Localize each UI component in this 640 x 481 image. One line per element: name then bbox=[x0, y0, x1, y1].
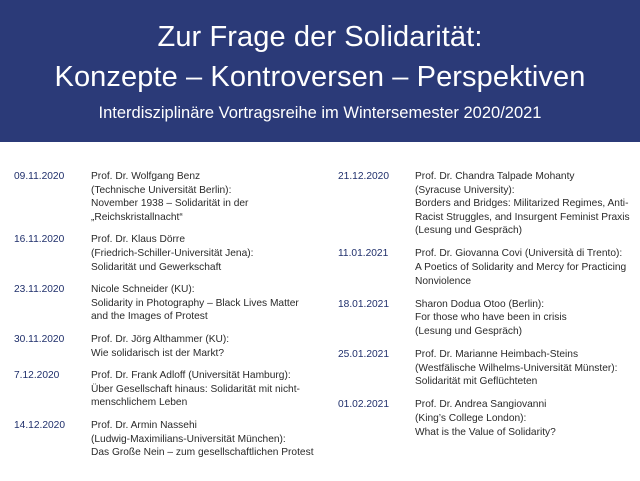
event-line: (Syracuse University): bbox=[415, 184, 515, 196]
event-line: and the Images of Protest bbox=[91, 311, 208, 323]
event-date: 21.12.2020 bbox=[338, 171, 389, 182]
event-line: Prof. Dr. Chandra Talpade Mohanty bbox=[415, 171, 575, 182]
event-line: menschlichem Leben bbox=[91, 397, 188, 409]
event-line: Über Gesellschaft hinaus: Solidarität mit nicht- bbox=[91, 383, 300, 395]
event-line: Solidarity in Photography – Black Lives Matter bbox=[91, 297, 299, 309]
event-line: Nicole Schneider (KU): bbox=[91, 284, 195, 296]
schedule-left-column bbox=[14, 170, 326, 469]
event-line: Prof. Dr. Marianne Heimbach-Steins bbox=[415, 349, 579, 361]
event-date: 01.02.2021 bbox=[338, 399, 389, 411]
event-entry bbox=[14, 333, 326, 360]
event-entry bbox=[14, 283, 326, 324]
event-date: 30.11.2020 bbox=[14, 333, 65, 345]
event-line: (King’s College London): bbox=[415, 412, 527, 424]
event-info bbox=[91, 283, 326, 324]
event-line: (Technische Universität Berlin): bbox=[91, 184, 232, 196]
event-entry bbox=[338, 170, 638, 238]
event-info bbox=[91, 170, 326, 224]
event-entry bbox=[338, 348, 638, 389]
event-date: 11.01.2021 bbox=[338, 248, 389, 260]
event-line: (Lesung und Gespräch) bbox=[415, 325, 523, 337]
title-line-2: Konzepte – Kontroversen – Perspektiven bbox=[54, 61, 586, 93]
event-info bbox=[91, 419, 326, 460]
event-entry bbox=[14, 170, 326, 224]
event-line: (Westfälische Wilhelms-Universität Münster): bbox=[415, 362, 618, 374]
event-entry bbox=[14, 369, 326, 410]
event-line: Racist Struggles, and Insurgent Feminist Praxis bbox=[415, 211, 630, 223]
event-info bbox=[415, 247, 638, 288]
event-date: 14.12.2020 bbox=[14, 419, 65, 431]
event-line: November 1938 – Solidarität in der bbox=[91, 198, 249, 210]
event-info bbox=[91, 369, 326, 410]
event-line: „Reichskristallnacht“ bbox=[91, 211, 183, 223]
event-date: 7.12.2020 bbox=[14, 370, 60, 382]
event-info bbox=[415, 398, 638, 439]
event-line: Prof. Dr. Frank Adloff (Universität Hamburg): bbox=[91, 370, 291, 382]
event-line: Nonviolence bbox=[415, 275, 472, 287]
event-date: 16.11.2020 bbox=[14, 234, 65, 246]
schedule-right-column bbox=[338, 170, 638, 449]
event-entry bbox=[14, 419, 326, 460]
event-line: Das Große Nein – zum gesellschaftlichen Protest bbox=[91, 447, 314, 459]
subtitle: Interdisziplinäre Vortragsreihe im Wintersemester 2020/2021 bbox=[98, 104, 542, 122]
event-entry bbox=[338, 298, 638, 339]
event-line: For those who have been in crisis bbox=[415, 312, 567, 324]
header-banner bbox=[0, 0, 640, 142]
event-info bbox=[415, 170, 638, 238]
event-line: Prof. Dr. Giovanna Covi (Università di Trento): bbox=[415, 248, 623, 260]
event-info bbox=[415, 348, 638, 389]
event-line: Solidarität und Gewerkschaft bbox=[91, 261, 222, 273]
event-date: 23.11.2020 bbox=[14, 284, 65, 296]
event-line: Sharon Dodua Otoo (Berlin): bbox=[415, 298, 545, 310]
event-line: Solidarität mit Geflüchteten bbox=[415, 376, 538, 388]
event-line: What is the Value of Solidarity? bbox=[415, 426, 556, 438]
event-info bbox=[91, 333, 326, 360]
event-info bbox=[91, 233, 326, 274]
event-line: Prof. Dr. Andrea Sangiovanni bbox=[415, 399, 547, 411]
event-entry bbox=[338, 247, 638, 288]
event-line: Prof. Dr. Armin Nassehi bbox=[91, 419, 197, 431]
event-date: 09.11.2020 bbox=[14, 171, 65, 182]
event-line: Prof. Dr. Klaus Dörre bbox=[91, 234, 185, 246]
event-info bbox=[415, 298, 638, 339]
event-line: A Poetics of Solidarity and Mercy for Practicing bbox=[415, 262, 627, 274]
event-line: (Friedrich-Schiller-Universität Jena): bbox=[91, 247, 254, 259]
event-date: 18.01.2021 bbox=[338, 298, 389, 310]
event-line: Borders and Bridges: Militarized Regimes, Anti- bbox=[415, 198, 629, 210]
event-entry bbox=[338, 398, 638, 439]
event-line: Prof. Dr. Jörg Althammer (KU): bbox=[91, 333, 230, 345]
title-line-1: Zur Frage der Solidarität: bbox=[157, 21, 483, 53]
event-line: (Ludwig-Maximilians-Universität München): bbox=[91, 433, 286, 445]
event-date: 25.01.2021 bbox=[338, 349, 389, 361]
event-line: (Lesung und Gespräch) bbox=[415, 225, 523, 237]
event-line: Prof. Dr. Wolfgang Benz bbox=[91, 171, 201, 182]
event-entry bbox=[14, 233, 326, 274]
event-line: Wie solidarisch ist der Markt? bbox=[91, 347, 225, 359]
